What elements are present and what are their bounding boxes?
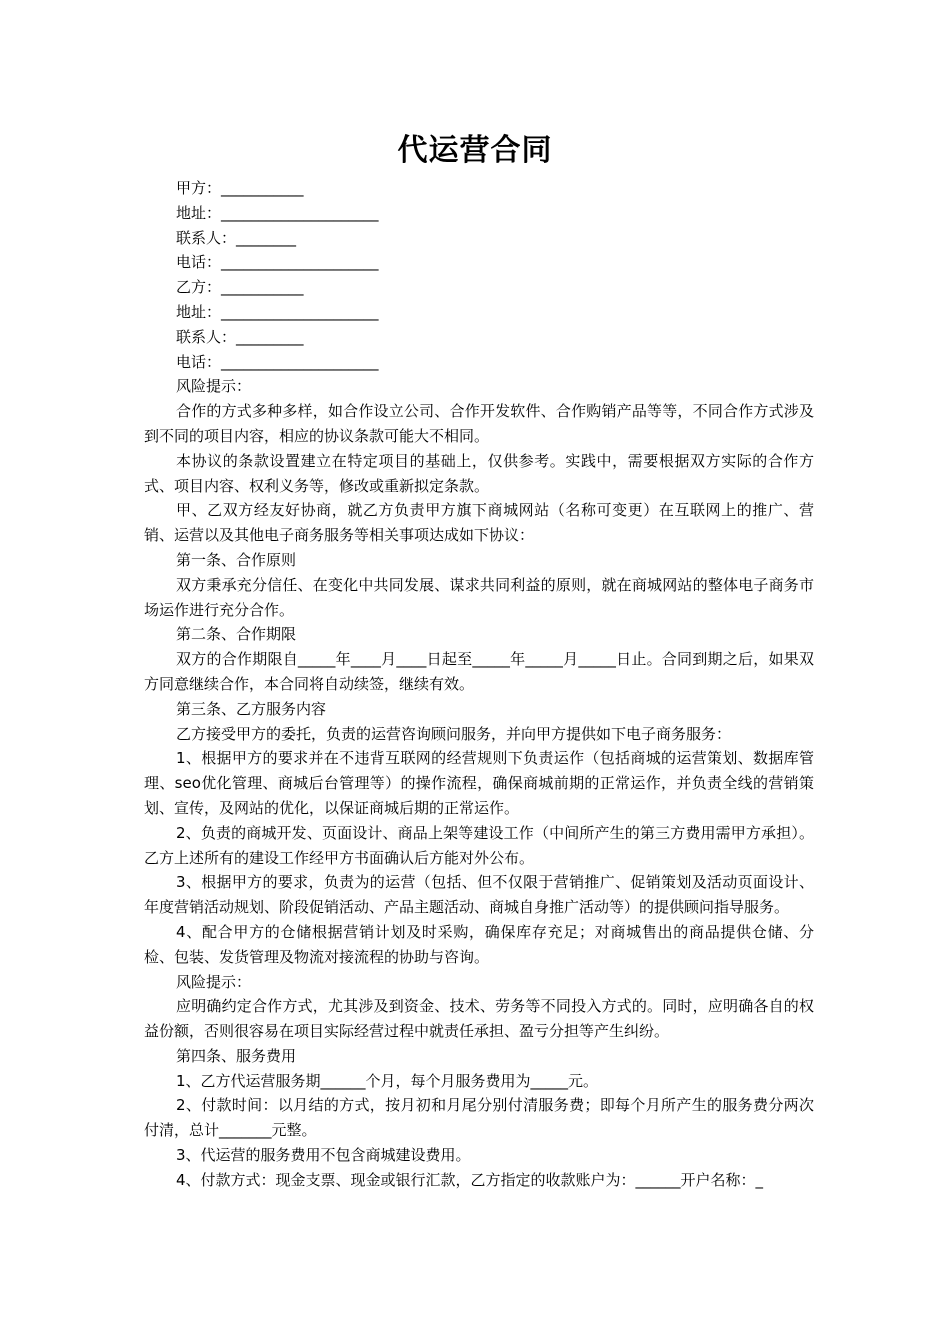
risk-notice-label: 风险提示： — [176, 377, 252, 396]
intro-paragraph: 本协议的条款设置建立在特定项目的基础上，仅供参考。实践中，需要根据双方实际的合作方式、项目内容、权利义务等，修改或重新拟定条款。 — [144, 451, 814, 495]
article-heading: 第二条、合作期限 — [176, 625, 297, 644]
party-b-address-field: 地址：_____________________ — [176, 302, 379, 321]
article-heading: 第三条、乙方服务内容 — [176, 699, 327, 718]
article-heading: 第一条、合作原则 — [176, 550, 297, 569]
intro-paragraph: 合作的方式多种多样，如合作设立公司、合作开发软件、合作购销产品等等，不同合作方式涉及到不同的项目内容，相应的协议条款可能大不相同。 — [144, 402, 814, 445]
article-paragraph: 1、乙方代运营服务期______个月，每个月服务费用为_____元。 — [176, 1071, 599, 1090]
party-a-contact-field: 联系人：________ — [176, 228, 297, 247]
intro-paragraph: 甲、乙双方经友好协商，就乙方负责甲方旗下商城网站（名称可变更）在互联网上的推广、营销、运营以及其他电子商务服务等相关事项达成如下协议： — [144, 501, 814, 545]
party-b-field: 乙方：___________ — [176, 278, 304, 297]
article-paragraph: 2、负责的商城开发、页面设计、商品上架等建设工作（中间所产生的第三方费用需甲方承担）。乙方上述所有的建设工作经甲方书面确认后方能对外公布。 — [144, 823, 814, 867]
party-a-address-field: 地址：_____________________ — [176, 203, 379, 222]
article-paragraph: 3、代运营的服务费用不包含商城建设费用。 — [176, 1146, 471, 1165]
contract-title: 代运营合同 — [397, 133, 553, 168]
article-paragraph: 乙方接受甲方的委托，负责的运营咨询顾问服务，并向甲方提供如下电子商务服务： — [176, 724, 732, 743]
article-paragraph: 1、根据甲方的要求并在不违背互联网的经营规则下负责运作（包括商城的运营策划、数据库管理、seo优化管理、商城后台管理等）的操作流程，确保商城前期的正常运作，并负责全线的营销策划、宣传，及网站的优化，以保证商城后期的正常运作。 — [144, 749, 814, 817]
article-paragraph: 双方的合作期限自_____年____月____日起至_____年_____月_____日止。合同到期之后，如果双方同意继续合作，本合同将自动续签，继续有效。 — [144, 650, 814, 693]
party-b-phone-field: 电话：_____________________ — [176, 352, 379, 371]
party-a-phone-field: 电话：_____________________ — [176, 253, 379, 272]
article-heading: 第四条、服务费用 — [176, 1046, 297, 1065]
party-b-contact-field: 联系人：_________ — [176, 327, 304, 346]
article-paragraph: 4、配合甲方的仓储根据营销计划及时采购，确保库存充足；对商城售出的商品提供仓储、分检、包装、发货管理及物流对接流程的协助与咨询。 — [144, 922, 814, 966]
article-paragraph: 2、付款时间：以月结的方式，按月初和月尾分别付清服务费；即每个月所产生的服务费分两次付清，总计_______元整。 — [144, 1096, 814, 1140]
party-a-field: 甲方：___________ — [176, 179, 304, 197]
risk-paragraph: 应明确约定合作方式，尤其涉及到资金、技术、劳务等不同投入方式的。同时，应明确各自的权益份额，否则很容易在项目实际经营过程中就责任承担、盈亏分担等产生纠纷。 — [144, 997, 814, 1041]
article-paragraph: 3、根据甲方的要求，负责为的运营（包括、但不仅限于营销推广、促销策划及活动页面设计、年度营销活动规划、阶段促销活动、产品主题活动、商城自身推广活动等）的提供顾问指导服务。 — [144, 873, 814, 917]
article-paragraph: 4、付款方式：现金支票、现金或银行汇款，乙方指定的收款账户为：______开户名称：_ — [176, 1170, 764, 1189]
contract-body — [144, 176, 814, 1193]
article-paragraph: 双方秉承充分信任、在变化中共同发展、谋求共同利益的原则，就在商城网站的整体电子商务市场运作进行充分合作。 — [144, 575, 814, 619]
risk-notice-label: 风险提示： — [176, 972, 252, 991]
